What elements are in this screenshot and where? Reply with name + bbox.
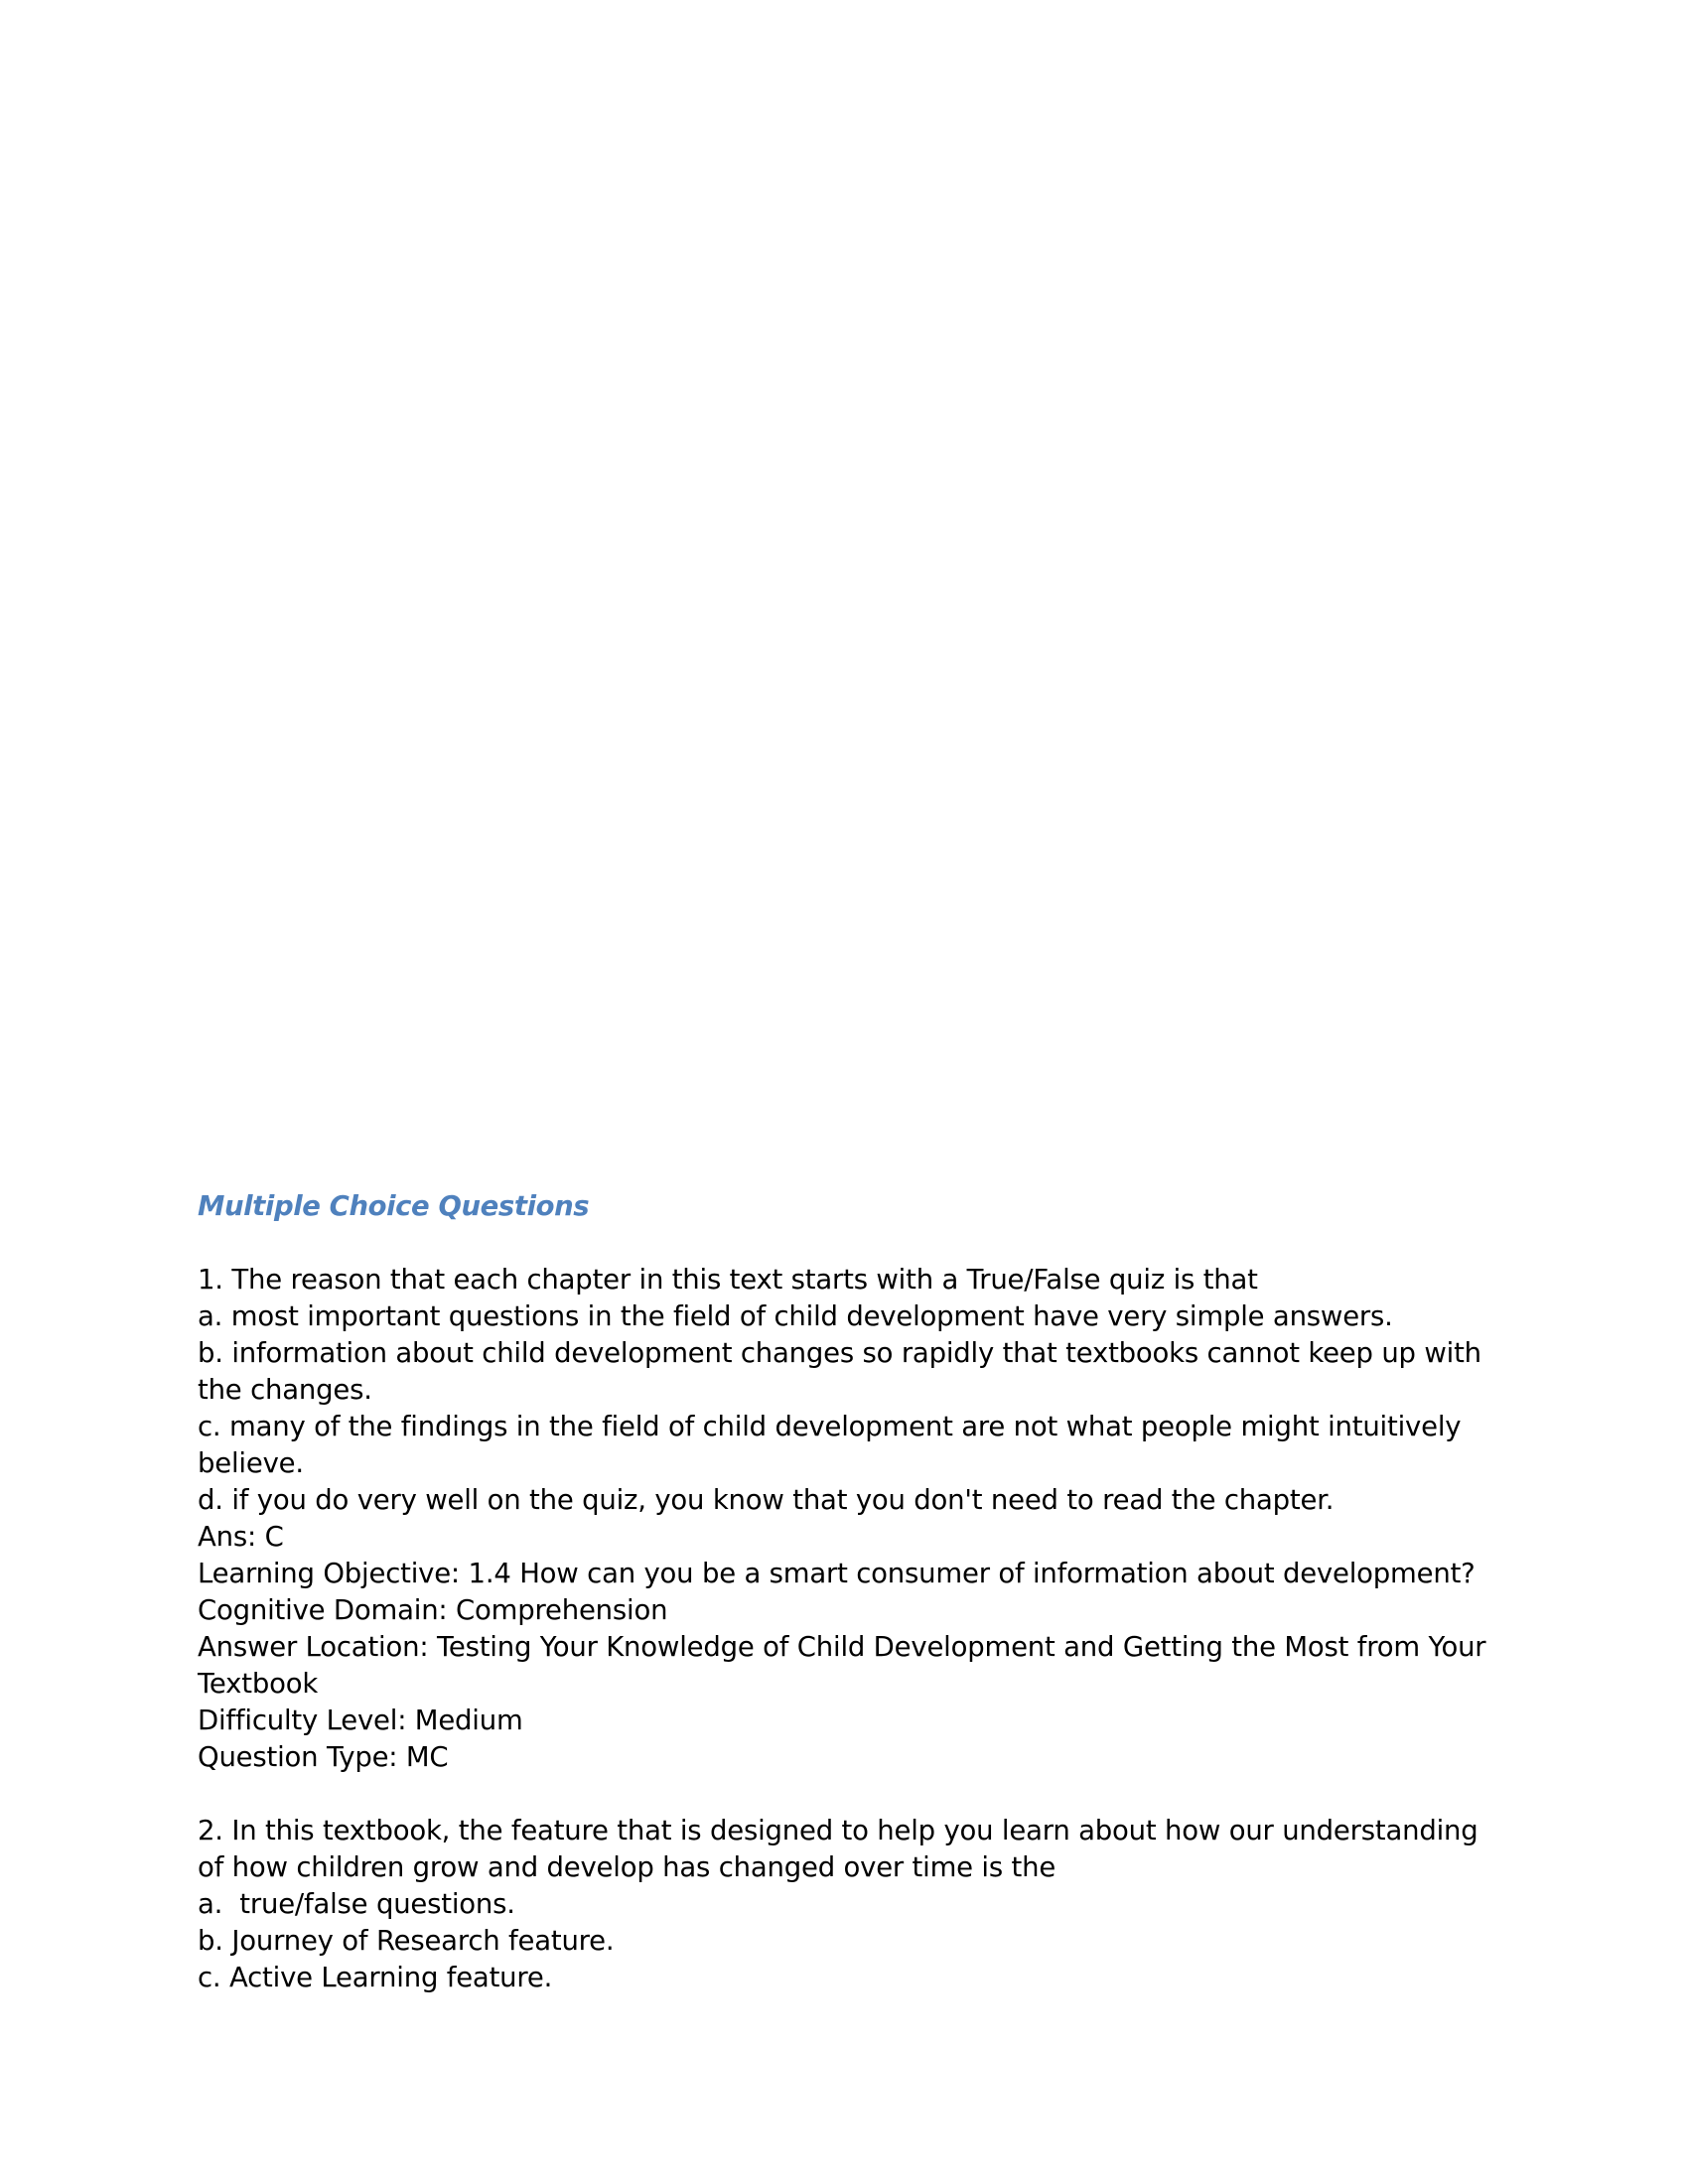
question-1-option-d: d. if you do very well on the quiz, you know that you don't need to read the chapter. (198, 1484, 1335, 1516)
question-1-option-a: a. most important questions in the field of child development have very simple answers. (198, 1300, 1393, 1332)
page-content (198, 1188, 1494, 1996)
question-2 (198, 1813, 1488, 1996)
question-1-answer-location: Answer Location: Testing Your Knowledge of Child Development and Getting the Most from Your Textbook (198, 1631, 1494, 1700)
question-1-answer: Ans: C (198, 1521, 284, 1553)
question-1-learning-objective: Learning Objective: 1.4 How can you be a smart consumer of information about development? (198, 1558, 1476, 1589)
spacer (198, 1225, 1488, 1262)
question-2-option-a: a. true/false questions. (198, 1888, 515, 1920)
question-1-stem: 1. The reason that each chapter in this text starts with a True/False quiz is that (198, 1264, 1258, 1296)
question-2-option-c: c. Active Learning feature. (198, 1962, 553, 1993)
question-1-option-b: b. information about child development changes so rapidly that textbooks cannot keep up with the changes. (198, 1337, 1490, 1406)
question-1-difficulty: Difficulty Level: Medium (198, 1705, 523, 1736)
question-2-option-b: b. Journey of Research feature. (198, 1925, 615, 1957)
question-1-option-c: c. many of the findings in the field of child development are not what people might intuitively believe. (198, 1411, 1470, 1479)
spacer (198, 1776, 1488, 1813)
question-1-cognitive-domain: Cognitive Domain: Comprehension (198, 1594, 668, 1626)
section-heading: Multiple Choice Questions (198, 1190, 590, 1222)
question-2-stem: 2. In this textbook, the feature that is designed to help you learn about how our understanding of how children grow and develop has changed over time is the (198, 1815, 1487, 1883)
question-1-type: Question Type: MC (198, 1741, 449, 1773)
question-1 (198, 1262, 1494, 1776)
